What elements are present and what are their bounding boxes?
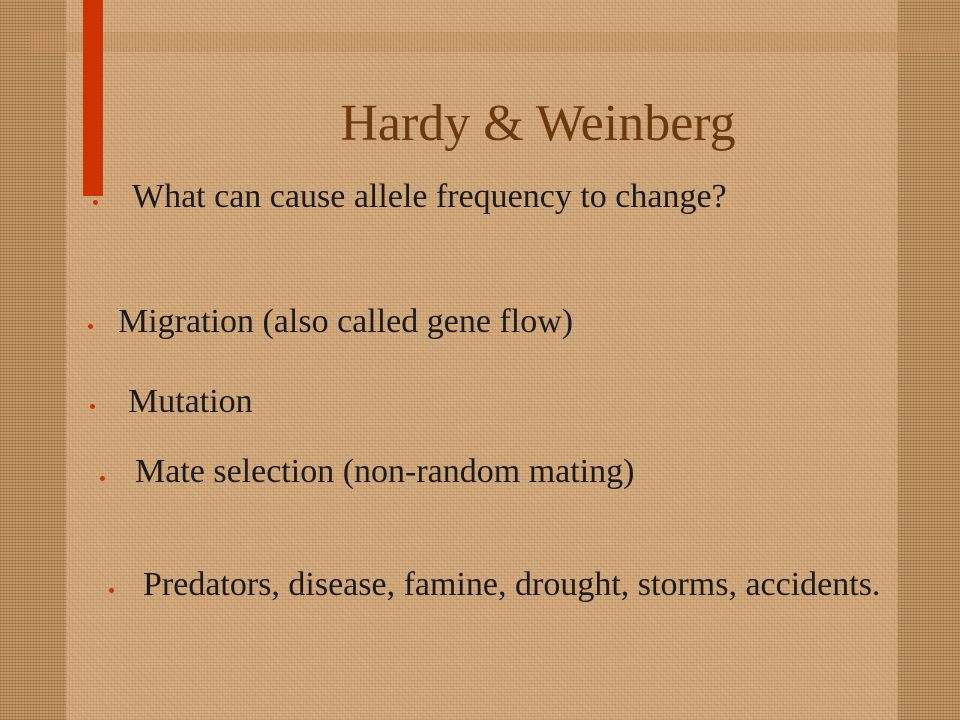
bullet-item — [135, 453, 634, 490]
bullet-text: Mutation — [128, 383, 253, 420]
bullet-item — [118, 303, 573, 340]
subtitle-bullet-icon — [93, 200, 98, 205]
bullet-dot-icon — [100, 476, 105, 481]
bullet-text: Predators, disease, famine, drought, storms, accidents. — [143, 566, 881, 603]
top-decorative-band — [30, 32, 960, 52]
bullet-item — [143, 565, 903, 605]
bullet-item — [128, 383, 253, 420]
bullet-dot-icon — [90, 404, 95, 409]
bullet-dot-icon — [109, 588, 114, 593]
bullet-text: Mate selection (non-random mating) — [135, 453, 635, 490]
bullet-text: Migration (also called gene flow) — [118, 303, 574, 340]
slide-title: Hardy & Weinberg — [340, 95, 736, 152]
slide-subtitle: What can cause allele frequency to change? — [132, 178, 727, 215]
bullet-dot-icon — [88, 324, 93, 329]
